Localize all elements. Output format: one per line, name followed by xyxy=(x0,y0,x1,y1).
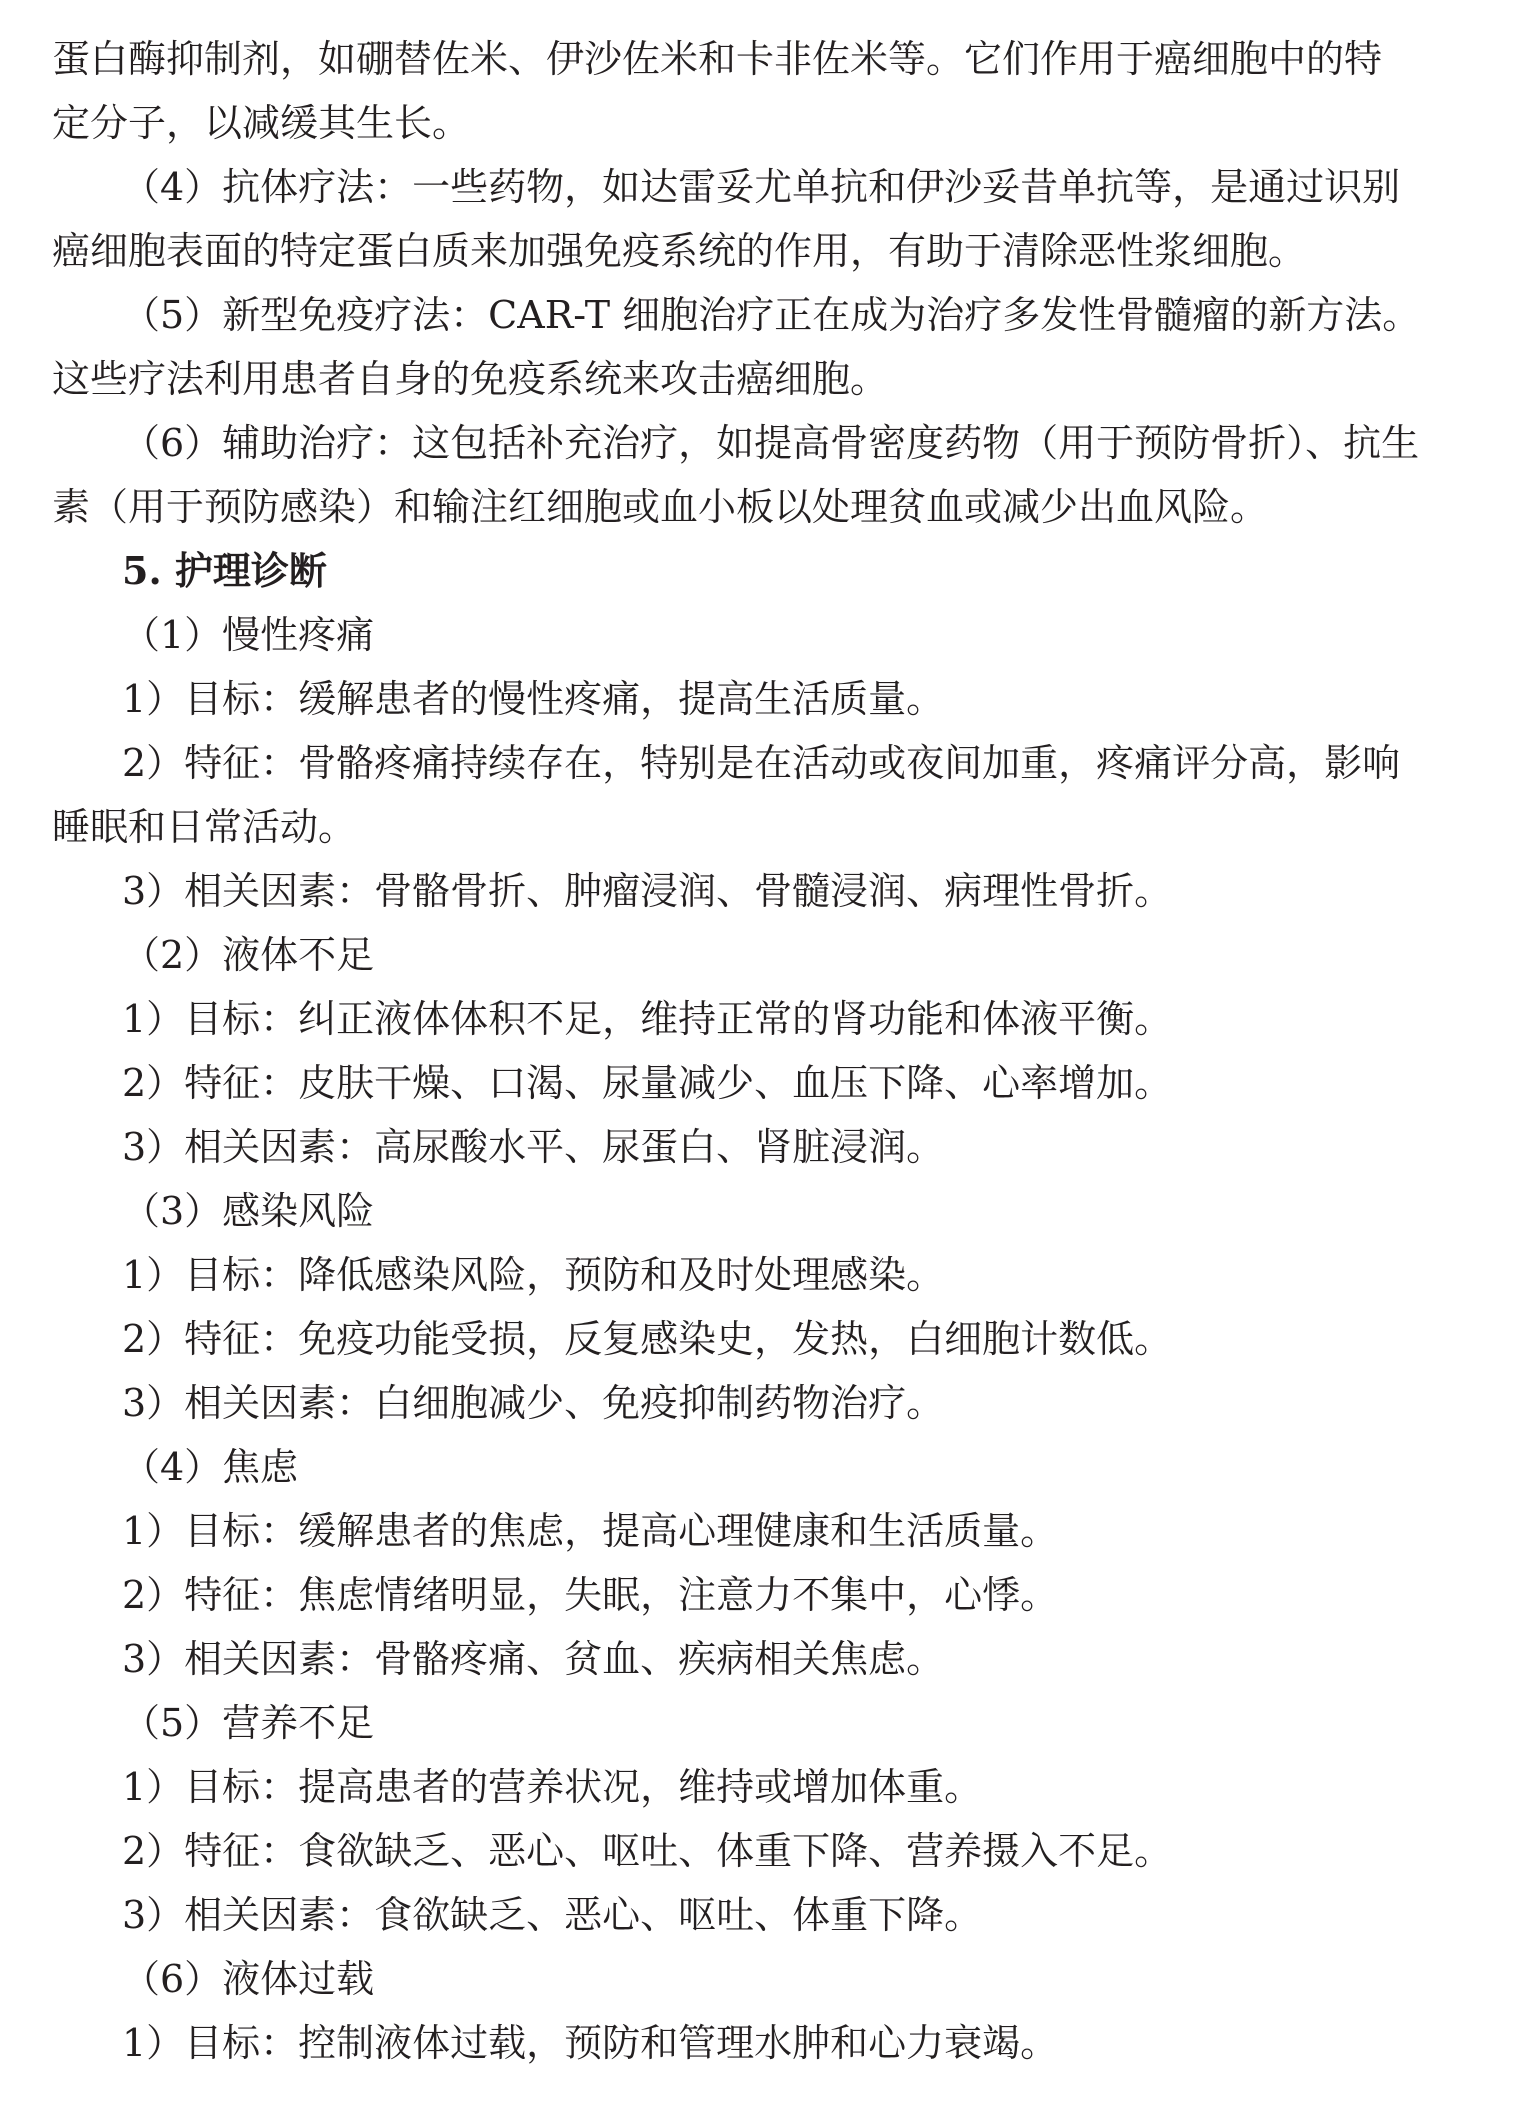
list-item: 1）目标：降低感染风险，预防和及时处理感染。 xyxy=(122,1253,945,1297)
subsection-heading: （1）慢性疼痛 xyxy=(122,613,375,657)
subsection-heading: （4）焦虑 xyxy=(122,1445,299,1489)
list-item: 1）目标：缓解患者的焦虑，提高心理健康和生活质量。 xyxy=(122,1509,1059,1553)
list-item: 1）目标：控制液体过载，预防和管理水肿和心力衰竭。 xyxy=(122,2021,1059,2065)
list-item: 2）特征：皮肤干燥、口渴、尿量减少、血压下降、心率增加。 xyxy=(122,1061,1173,1105)
paragraph-line: 素（用于预防感染）和输注红细胞或血小板以处理贫血或减少出血风险。 xyxy=(52,485,1269,529)
list-item: 3）相关因素：食欲缺乏、恶心、呕吐、体重下降。 xyxy=(122,1893,983,1937)
subsection-heading: （5）营养不足 xyxy=(122,1701,375,1745)
list-item: 1）目标：提高患者的营养状况，维持或增加体重。 xyxy=(122,1765,983,1809)
list-item: 1）目标：缓解患者的慢性疼痛，提高生活质量。 xyxy=(122,677,945,721)
list-item: 3）相关因素：骨骼骨折、肿瘤浸润、骨髓浸润、病理性骨折。 xyxy=(122,869,1173,913)
paragraph-line: 蛋白酶抑制剂，如硼替佐米、伊沙佐米和卡非佐米等。它们作用于癌细胞中的特 xyxy=(52,37,1383,81)
list-item: 2）特征：免疫功能受损，反复感染史，发热，白细胞计数低。 xyxy=(122,1317,1173,1361)
subsection-heading: （3）感染风险 xyxy=(122,1189,375,1233)
paragraph-line: 癌细胞表面的特定蛋白质来加强免疫系统的作用，有助于清除恶性浆细胞。 xyxy=(52,229,1307,273)
subsection-heading: （6）液体过载 xyxy=(122,1957,375,2001)
list-item: 3）相关因素：骨骼疼痛、贫血、疾病相关焦虑。 xyxy=(122,1637,945,1681)
list-item: 2）特征：食欲缺乏、恶心、呕吐、体重下降、营养摄入不足。 xyxy=(122,1829,1173,1873)
paragraph-line: 这些疗法利用患者自身的免疫系统来攻击癌细胞。 xyxy=(52,357,889,401)
subsection-heading: （2）液体不足 xyxy=(122,933,375,977)
paragraph-line: （5）新型免疫疗法：CAR-T 细胞治疗正在成为治疗多发性骨髓瘤的新方法。 xyxy=(122,293,1421,337)
list-item: 2）特征：骨骼疼痛持续存在，特别是在活动或夜间加重，疼痛评分高，影响 xyxy=(122,741,1401,785)
section-heading: 5. 护理诊断 xyxy=(122,548,327,593)
list-item-continuation: 睡眠和日常活动。 xyxy=(52,805,357,849)
paragraph-line: 定分子，以减缓其生长。 xyxy=(52,101,471,145)
list-item: 1）目标：纠正液体体积不足，维持正常的肾功能和体液平衡。 xyxy=(122,997,1173,1041)
paragraph-line: （6）辅助治疗：这包括补充治疗，如提高骨密度药物（用于预防骨折）、抗生 xyxy=(122,421,1420,465)
list-item: 3）相关因素：高尿酸水平、尿蛋白、肾脏浸润。 xyxy=(122,1125,945,1169)
list-item: 2）特征：焦虑情绪明显，失眠，注意力不集中，心悸。 xyxy=(122,1573,1059,1617)
list-item: 3）相关因素：白细胞减少、免疫抑制药物治疗。 xyxy=(122,1381,945,1425)
paragraph-line: （4）抗体疗法：一些药物，如达雷妥尤单抗和伊沙妥昔单抗等，是通过识别 xyxy=(122,165,1401,209)
